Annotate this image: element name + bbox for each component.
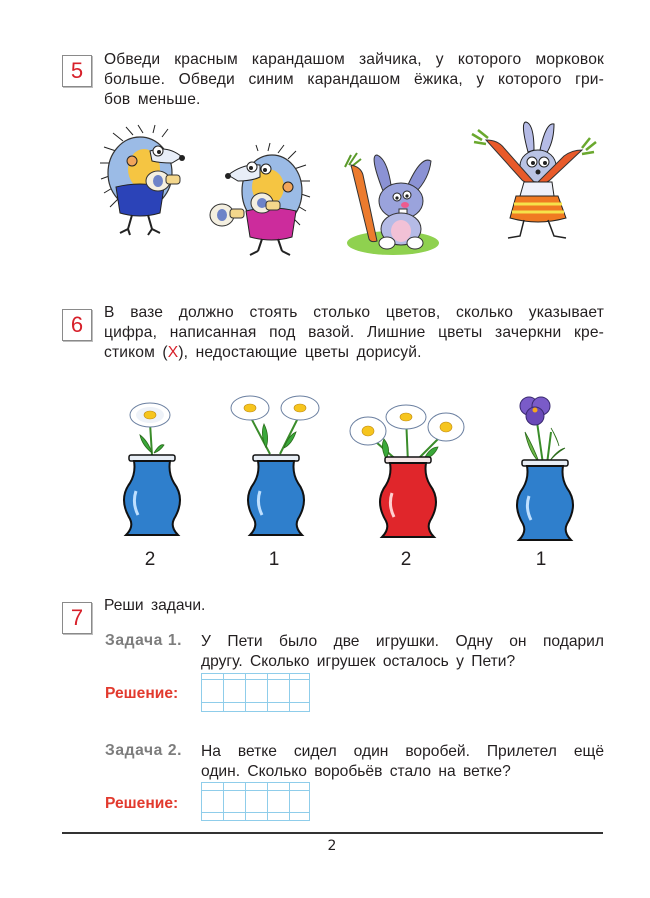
bunny-sitting-illustration[interactable] bbox=[335, 145, 455, 260]
problem-2-line-2: один. Сколько воробьёв стало на ветке? bbox=[201, 763, 511, 780]
hedgehog-blue-shorts-illustration[interactable] bbox=[98, 125, 193, 235]
daisy-flower bbox=[231, 396, 269, 420]
daisy-flower bbox=[350, 417, 386, 445]
problem-2-solution-label: Решение: bbox=[105, 795, 179, 812]
problem-2-answer-grid[interactable] bbox=[201, 782, 310, 821]
daisy-flower bbox=[386, 405, 426, 429]
task-5-instructions bbox=[104, 50, 604, 110]
bunny-standing-illustration[interactable] bbox=[468, 122, 603, 242]
problem-1-label: Задача 1. bbox=[105, 632, 183, 649]
page-number: 2 bbox=[327, 838, 337, 854]
task-5-line-3: бов меньше. bbox=[104, 91, 201, 108]
hedgehog-pink-shorts-illustration[interactable] bbox=[208, 145, 318, 255]
task-6-line-2: цифра, написанная под вазой. Лишние цветы зачеркни кре- bbox=[104, 324, 604, 341]
pansy-flower bbox=[520, 397, 550, 425]
daisy-flower bbox=[428, 413, 464, 441]
task-5-line-1: Обведи красным карандашом зайчика, у которого морковок bbox=[104, 51, 604, 68]
problem-1-solution-label: Решение: bbox=[105, 685, 179, 702]
task-7-intro: Реши задачи. bbox=[104, 597, 206, 614]
cross-mark-symbol: X bbox=[167, 344, 179, 361]
vase-1-count-label: 2 bbox=[144, 549, 156, 570]
vase-3-count-label: 2 bbox=[400, 549, 412, 570]
task-number-badge-7: 7 bbox=[62, 602, 92, 634]
task-6-instructions bbox=[104, 303, 604, 363]
daisy-flower bbox=[130, 403, 170, 427]
problem-2-text bbox=[201, 742, 604, 782]
task-6-line-3-start: стиком ( bbox=[104, 344, 168, 361]
daisy-flower bbox=[281, 396, 319, 420]
problem-2-label: Задача 2. bbox=[105, 742, 183, 759]
vase-2-blue-two-daisies[interactable] bbox=[226, 388, 326, 545]
task-6-line-3 bbox=[104, 343, 604, 363]
vase-4-count-label: 1 bbox=[535, 549, 547, 570]
vase-4-blue-one-pansy[interactable] bbox=[505, 392, 585, 545]
problem-1-line-1: У Пети было две игрушки. Одну он подарил bbox=[201, 633, 604, 650]
footer-divider bbox=[62, 832, 603, 834]
problem-1-text bbox=[201, 632, 604, 672]
vase-1-blue-one-daisy[interactable] bbox=[112, 395, 192, 545]
problem-2-line-1: На ветке сидел один воробей. Прилетел ещё bbox=[201, 743, 604, 760]
task-5-line-2: больше. Обведи синим карандашом ёжика, у которого гри- bbox=[104, 71, 604, 88]
problem-1-line-2: другу. Сколько игрушек осталось у Пети? bbox=[201, 653, 516, 670]
problem-1-answer-grid[interactable] bbox=[201, 673, 310, 712]
task-number-badge-6: 6 bbox=[62, 309, 92, 341]
vase-2-count-label: 1 bbox=[268, 549, 280, 570]
task-6-line-1: В вазе должно стоять столько цветов, сколько указывает bbox=[104, 304, 604, 321]
task-6-line-3-end: ), недостающие цветы дорисуй. bbox=[178, 344, 422, 361]
vase-3-red-three-daisies[interactable] bbox=[346, 395, 470, 545]
task-number-badge-5: 5 bbox=[62, 55, 92, 87]
